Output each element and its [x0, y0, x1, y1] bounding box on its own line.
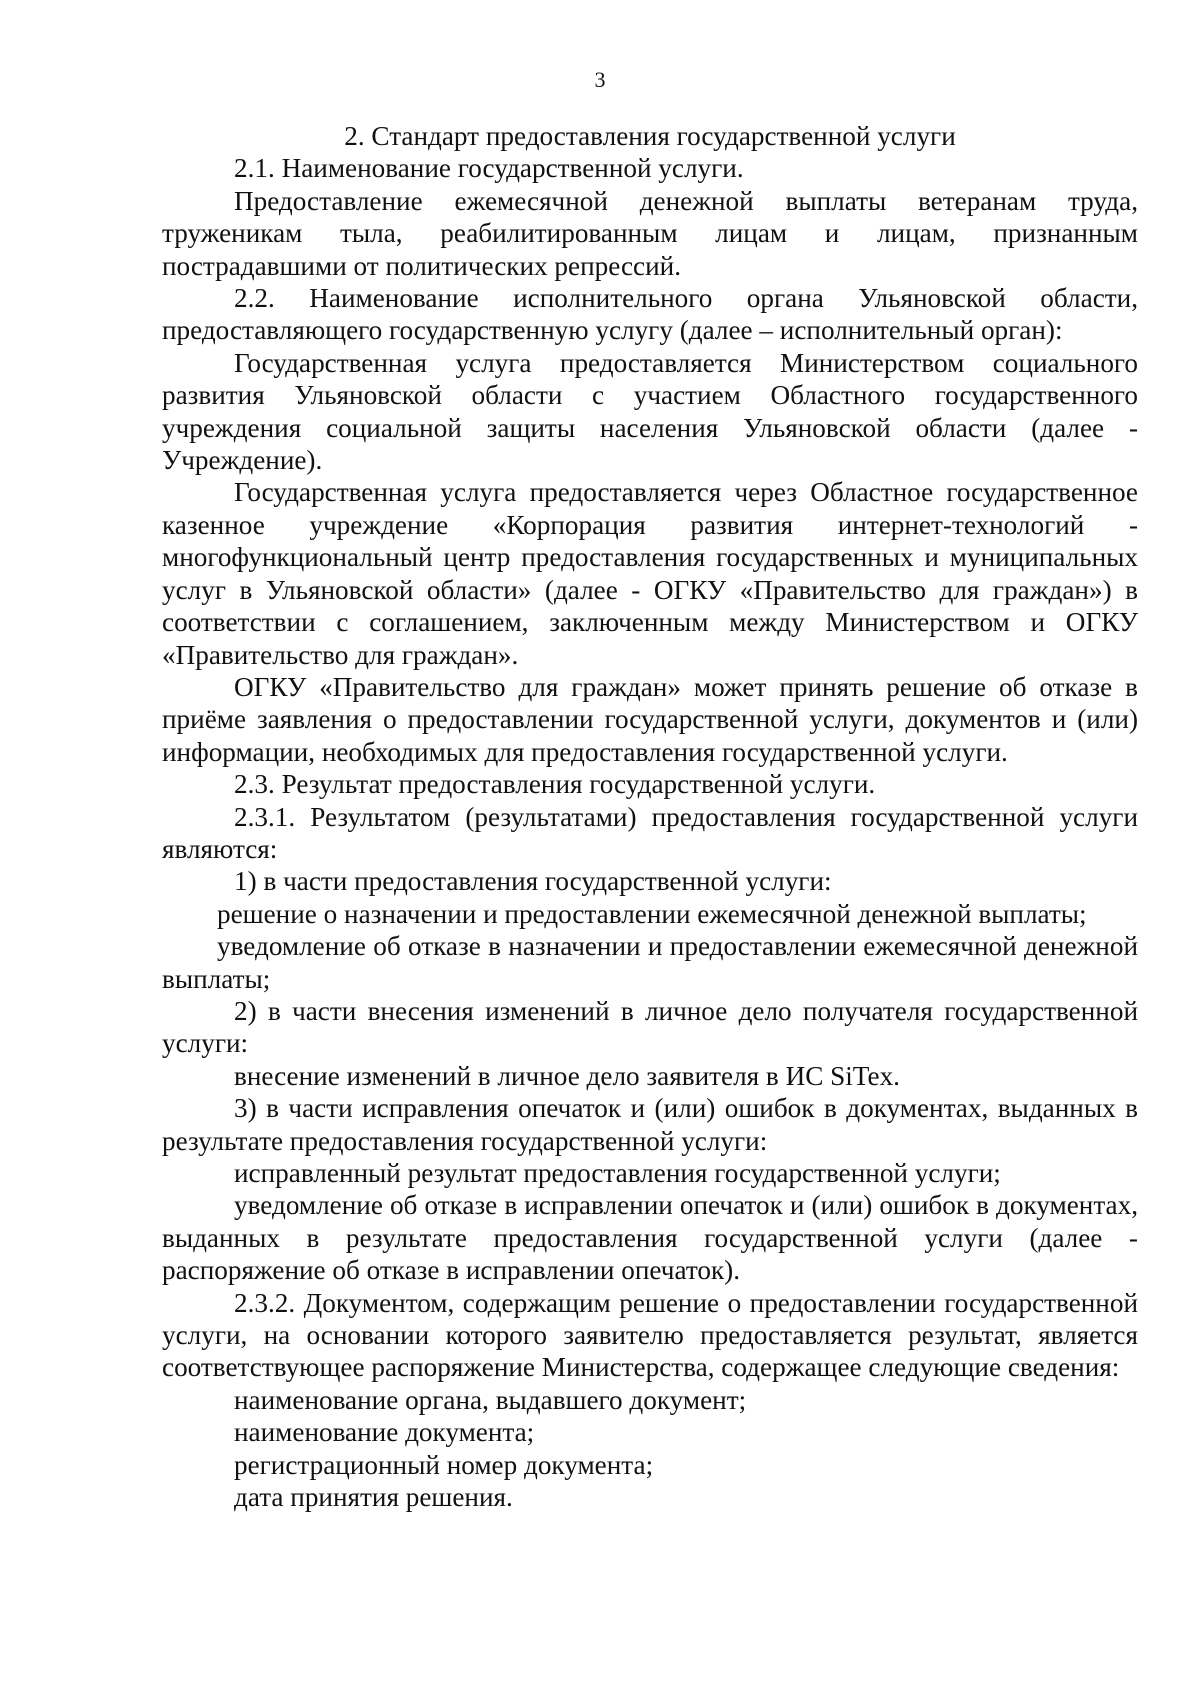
section-title: 2. Стандарт предоставления государственной услуги — [344, 121, 956, 151]
paragraph-2-2: 2.2. Наименование исполнительного органа Ульяновской области, предоставляющего государственную услугу (далее – исполнительный орган): — [162, 283, 1138, 346]
paragraph-service-name: Предоставление ежемесячной денежной выплаты ветеранам труда, труженикам тыла, реабилитированным лицам и лицам, признанным пострадавшими от политических репрессий. — [162, 185, 1138, 281]
paragraph-2-3-1: 2.3.1. Результатом (результатами) предоставления государственной услуги являются: — [162, 801, 1138, 864]
list-item-reg-number: регистрационный номер документа; — [234, 1449, 654, 1480]
list-item-doc-name: наименование документа; — [234, 1417, 535, 1448]
paragraph-2-3: 2.3. Результат предоставления государственной услуги. — [234, 769, 876, 800]
paragraph-refusal: ОГКУ «Правительство для граждан» может принять решение об отказе в приёме заявления о предоставлении государственной услуги, документов и (или) информации, необходимых для предоставления государственной услуги. — [162, 671, 1138, 767]
list-item-1: 1) в части предоставления государственной услуги: — [234, 866, 832, 897]
list-item-decision: решение о назначении и предоставлении ежемесячной денежной выплаты; — [217, 898, 1087, 929]
list-item-corrected: исправленный результат предоставления государственной услуги; — [234, 1158, 1001, 1188]
list-item-notice: уведомление об отказе в назначении и предоставлении ежемесячной денежной выплаты; — [162, 931, 1138, 994]
list-item-3: 3) в части исправления опечаток и (или) ошибок в документах, выданных в результате предоставления государственной услуги: — [162, 1093, 1138, 1156]
list-item-authority: наименование органа, выдавшего документ; — [234, 1384, 747, 1415]
list-item-correction-refusal: уведомление об отказе в исправлении опечаток и (или) ошибок в документах, выданных в результате предоставления государственной услуги (далее - распоряжение об отказе в исправлении опечаток). — [162, 1190, 1138, 1286]
paragraph-mfc: Государственная услуга предоставляется через Областное государственное казенное учреждение «Корпорация развития интернет-технологий - многофункциональный центр предоставления государственных и муниципальных услуг в Ульяновской области» (далее - ОГКУ «Правительство для граждан») в соответствии с соглашением, заключенным между Министерством и ОГКУ «Правительство для граждан». — [162, 477, 1138, 670]
list-item-2: 2) в части внесения изменений в личное дело получателя государственной услуги: — [162, 995, 1138, 1059]
paragraph-2-3-2: 2.3.2. Документом, содержащим решение о предоставлении государственной услуги, на основании которого заявителю предоставляется результат, является соответствующее распоряжение Министерства, содержащее следующие сведения: — [162, 1287, 1138, 1383]
paragraph-2-1: 2.1. Наименование государственной услуги. — [234, 153, 744, 184]
paragraph-ministry: Государственная услуга предоставляется Министерством социального развития Ульяновской области с участием Областного государственного учреждения социальной защиты населения Ульяновской области (далее - Учреждение). — [162, 347, 1138, 476]
page-number: 3 — [594, 67, 606, 92]
document-body — [162, 120, 1138, 1513]
list-item-decision-date: дата принятия решения. — [234, 1482, 513, 1513]
list-item-sitex: внесение изменений в личное дело заявителя в ИС SiTex. — [234, 1060, 900, 1091]
